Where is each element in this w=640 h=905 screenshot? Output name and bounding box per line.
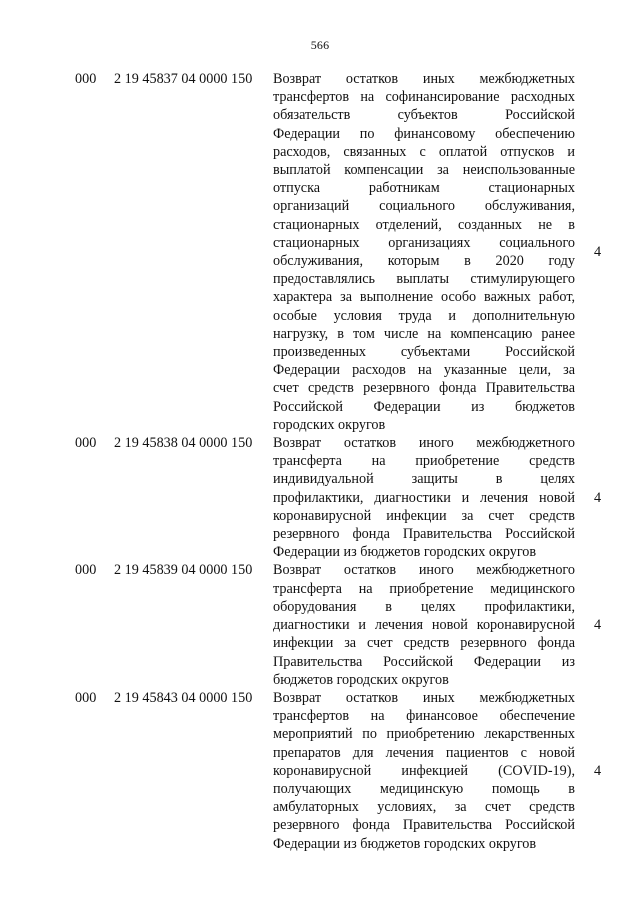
admin-code: 000 — [75, 562, 97, 579]
row-description — [273, 689, 575, 853]
description-line: Российской Федерации из бюджетов — [273, 398, 575, 415]
admin-code: 000 — [75, 71, 97, 87]
row-number: 4 — [594, 617, 602, 634]
description-line: предоставлялись выплаты стимулирующего — [273, 271, 575, 288]
description-line: обслуживания, которым в 2020 году — [273, 253, 575, 270]
description-line: трансфертов на софинансирование расходных — [273, 89, 575, 106]
description-line: расходов, связанных с оплатой отпусков и — [273, 143, 575, 160]
description-line: Возврат остатков иных межбюджетных — [273, 689, 575, 706]
description-line: Возврат остатков иного межбюджетного — [273, 562, 575, 579]
description-line: особые условия труда и дополнительную — [273, 307, 575, 324]
description-line: выплатой компенсации за неиспользованные — [273, 162, 575, 179]
budget-classification-code: 2 19 45839 04 0000 150 — [114, 562, 253, 579]
description-line: трансферта на приобретение медицинского — [273, 580, 575, 597]
description-line: Федерации из бюджетов городских округов — [273, 835, 537, 852]
row-number: 4 — [594, 490, 602, 507]
description-line: препаратов для лечения пациентов с новой — [273, 744, 575, 761]
description-line: Федерации из бюджетов городских округов — [273, 544, 537, 561]
description-line: Федерации расходов на указанные цели, за — [273, 362, 575, 379]
description-line: нагрузку, в том числе на компенсацию ранее — [273, 325, 575, 342]
table-row — [0, 561, 640, 688]
description-line: трансферта на приобретение средств — [273, 453, 575, 470]
budget-codes-table — [0, 70, 640, 853]
budget-classification-code: 2 19 45838 04 0000 150 — [114, 435, 253, 452]
description-line: организаций социального обслуживания, — [273, 198, 575, 215]
description-line: обязательств субъектов Российской — [273, 107, 575, 124]
description-line: Возврат остатков иного межбюджетного — [273, 435, 575, 452]
description-line: резервного фонда Правительства Российской — [273, 817, 575, 834]
description-line: произведенных субъектами Российской — [273, 344, 575, 361]
admin-code: 000 — [75, 435, 97, 452]
budget-classification-code: 2 19 45837 04 0000 150 — [114, 71, 253, 87]
description-line: диагностики и лечения новой коронавирусной — [273, 617, 575, 634]
description-line: стационарных отделений, созданных не в — [273, 216, 575, 233]
description-line: амбулаторных условиях, за счет средств — [273, 799, 575, 816]
budget-classification-code: 2 19 45843 04 0000 150 — [114, 689, 253, 706]
row-number: 4 — [594, 244, 602, 260]
description-line: Федерации по финансовому обеспечению — [273, 125, 575, 142]
description-line: трансфертов на финансовое обеспечение — [273, 708, 575, 725]
description-line: характера за выполнение особо важных работ, — [273, 289, 575, 306]
row-description — [273, 434, 575, 561]
row-description — [273, 70, 575, 434]
description-line: оборудования в целях профилактики, — [273, 598, 575, 615]
page-number: 566 — [310, 38, 330, 52]
admin-code: 000 — [75, 689, 97, 706]
description-line: резервного фонда Правительства Российской — [273, 526, 575, 543]
description-line: счет средств резервного фонда Правительства — [273, 380, 575, 397]
description-line: стационарных организациях социального — [273, 234, 575, 251]
description-line: городских округов — [273, 416, 386, 433]
table-row — [0, 70, 640, 434]
description-line: инфекции за счет средств резервного фонда — [273, 635, 575, 652]
description-line: мероприятий по приобретению лекарственных — [273, 726, 575, 743]
table-row — [0, 434, 640, 561]
description-line: коронавирусной инфекцией (COVID-19), — [273, 762, 575, 779]
description-line: Возврат остатков иных межбюджетных — [273, 71, 575, 87]
row-number: 4 — [594, 762, 602, 779]
row-description — [273, 561, 575, 688]
description-line: индивидуальной защиты в целях — [273, 471, 575, 488]
description-line: Правительства Российской Федерации из — [273, 653, 575, 670]
table-row — [0, 689, 640, 853]
description-line: получающих медицинскую помощь в — [273, 780, 575, 797]
description-line: коронавирусной инфекции за счет средств — [273, 507, 575, 524]
description-line: бюджетов городских округов — [273, 671, 449, 688]
description-line: отпуска работникам стационарных — [273, 180, 575, 197]
description-line: профилактики, диагностики и лечения новой — [273, 489, 575, 506]
